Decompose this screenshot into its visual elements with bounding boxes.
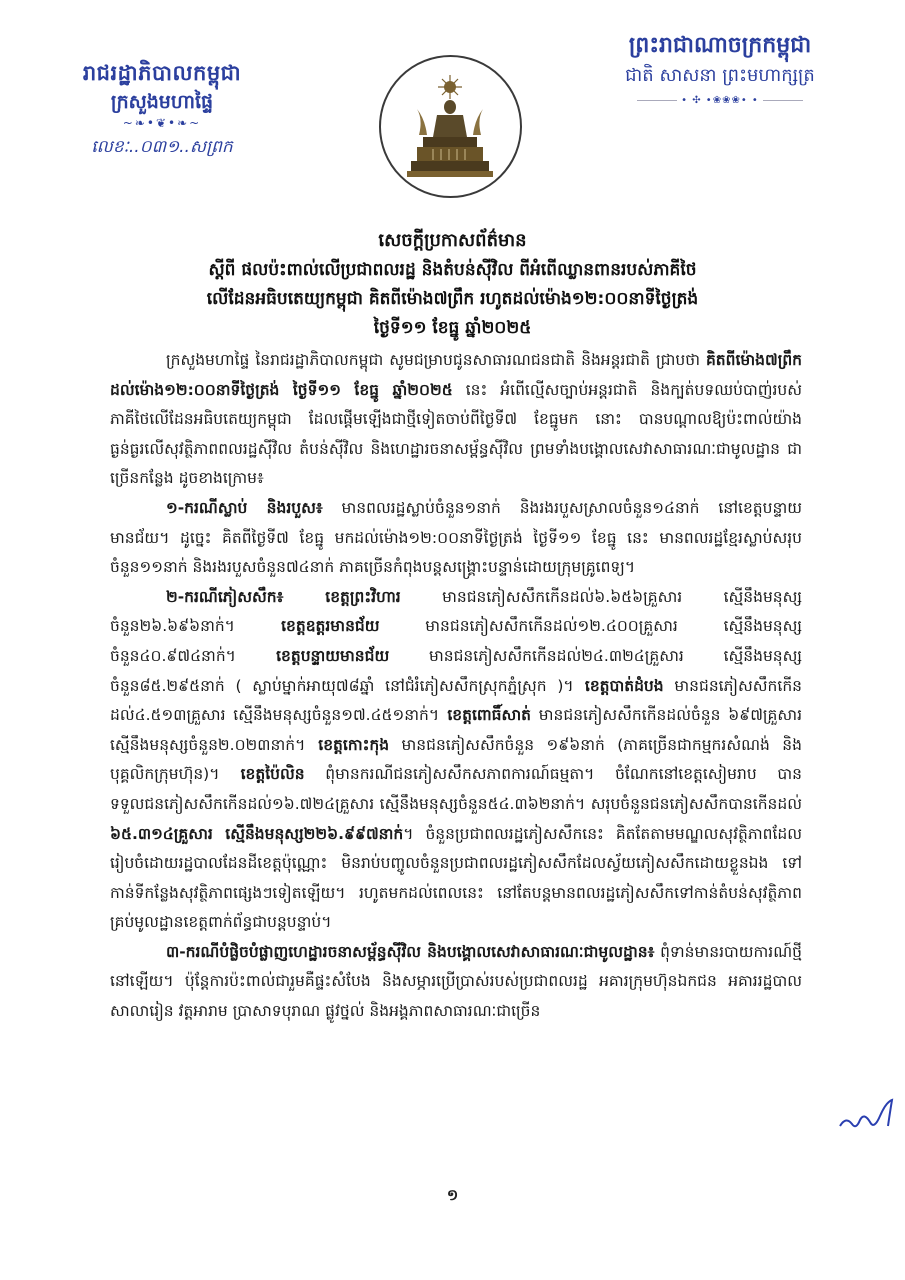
section-heading: ២-ករណីភៀសសឹក៖: [166, 587, 284, 606]
title-line-2: ស្តីពី ផលប៉ះពាល់លើប្រជាពលរដ្ឋ និងតំបន់ស៊ីវិល ពីអំពើឈ្លានពានរបស់ភាគីថៃ: [208, 260, 697, 280]
title-line-1: សេចក្តីប្រកាសព័ត៌មាន: [378, 230, 527, 251]
ornament-divider-icon: • ✣ •❀❀❀• •: [605, 94, 835, 108]
section-heading: ១-ករណីស្លាប់ និងរបួស៖: [166, 498, 323, 517]
page-number: ១: [446, 1186, 459, 1204]
ministry-name: ក្រសួងមហាផ្ទៃ: [110, 91, 214, 113]
ministry-header: [62, 58, 262, 160]
intro-paragraph: ក្រសួងមហាផ្ទៃ នៃរាជរដ្ឋាភិបាលកម្ពុជា សូមជម្រាបជូនសាធារណជនជាតិ និងអន្តរជាតិ ជ្រាបថា គិតពីម៉ោង៧ព្រឹក ដល់ម៉ោង១២:០០នាទីថ្ងៃត្រង់ ថ្ងៃទី១១ ខែធ្នូ ឆ្នាំ២០២៥ នេះ អំពើល្មើសច្បាប់អន្តរជាតិ និងក្បត់បទឈប់បាញ់របស់ភាគីថៃលើដែនអធិបតេយ្យកម្ពុជា ដែលផ្តើមឡើងជាថ្មីទៀតចាប់ពីថ្ងៃទី៧ ខែធ្នូមក នោះ បានបណ្តាលឱ្យប៉ះពាល់យ៉ាងធ្ងន់ធ្ងរលើសុវត្ថិភាពពលរដ្ឋស៊ីវិល តំបន់ស៊ីវិល និងហេដ្ឋារចនាសម្ព័ន្ធស៊ីវិល ព្រមទាំងបង្គោលសេវាសាធារណៈជាមូលដ្ឋាន ជាច្រើនកន្លែង ដូចខាងក្រោម៖: [110, 351, 802, 488]
royal-emblem-icon: [379, 55, 522, 198]
initials-signature-icon: [838, 1098, 898, 1128]
announcement-body: [110, 346, 802, 1027]
section-infrastructure: ៣-ករណីបំផ្លិចបំផ្លាញហេដ្ឋារចនាសម្ព័ន្ធស៊ីវិល និងបង្គោលសេវាសាធារណៈជាមូលដ្ឋាន៖ ពុំទាន់មានរបាយការណ៍ថ្មីនៅឡើយ។ ប៉ុន្តែការប៉ះពាល់ជារួមគឺផ្ទះសំបែង និងសម្ភារប្រើប្រាស់របស់ប្រជាពលរដ្ឋ អគារក្រុមហ៊ុនឯកជន អគាររដ្ឋបាល សាលារៀន វត្តអារាម ប្រាសាទបុរាណ ផ្លូវថ្នល់ និងអង្គភាពសាធារណៈជាច្រើន: [110, 942, 802, 1021]
section-heading: ៣-ករណីបំផ្លិចបំផ្លាញហេដ្ឋារចនាសម្ព័ន្ធស៊ីវិល និងបង្គោលសេវាសាធារណៈជាមូលដ្ឋាន៖: [166, 942, 655, 961]
announcement-title: [100, 226, 805, 343]
section-refugees: ២-ករណីភៀសសឹក៖ ខេត្តព្រះវិហារ មានជនភៀសសឹកកើនដល់៦.៦៥៦គ្រួសារ ស្មើនឹងមនុស្សចំនួន២៦.៦៩៦នាក់។ ខេត្តឧត្តរមានជ័យ មានជនភៀសសឹកកើនដល់១២.៤០០គ្រួសារ ស្មើនឹងមនុស្សចំនួន៤០.៩៧៤នាក់។ ខេត្តបន្ទាយមានជ័យ មានជនភៀសសឹកកើនដល់២៤.៣២៤គ្រួសារ ស្មើនឹងមនុស្សចំនួន៨៥.២៩៥នាក់ ( ស្លាប់ម្នាក់អាយុ៧៨ឆ្នាំ នៅជំរំភៀសសឹកស្រុកភ្នំស្រុក )។ ខេត្តបាត់ដំបង មានជនភៀសសឹកកើនដល់៤.៥១៣គ្រួសារ ស្មើនឹងមនុស្សចំនួន១៧.៤៥១នាក់។ ខេត្តពោធិ៍សាត់ មានជនភៀសសឹកកើនដល់ចំនួន ៦៩៧គ្រួសារ ស្មើនឹងមនុស្សចំនួន២.០២៣នាក់។ ខេត្តកោះកុង មានជនភៀសសឹកចំនួន ១៩៦នាក់ (ភាគច្រើនជាកម្មករសំណង់ និងបុគ្គលិកក្រុមហ៊ុន)។ ខេត្តប៉ៃលិន ពុំមានករណីជនភៀសសឹកសភាពការណ៍ធម្មតា។ ចំណែកនៅខេត្តសៀមរាប បានទទួលជនភៀសសឹកកើនដល់១៦.៧២៤គ្រួសារ ស្មើនឹងមនុស្សចំនួន៥៤.៣៦២នាក់។ សរុបចំនួនជនភៀសសឹកបានកើនដល់ ៦៥.៣១៤គ្រួសារ ស្មើនឹងមនុស្ស២២៦.៩៩៧នាក់។ ចំនួនប្រជាពលរដ្ឋភៀសសឹកនេះ គិតតែតាមមណ្ឌលសុវត្ថិភាពដែលរៀបចំដោយរដ្ឋបាលដែនដីខេត្តប៉ុណ្ណោះ មិនរាប់បញ្ចូលចំនួនប្រជាពលរដ្ឋភៀសសឹកដែលស្វ័យភៀសសឹកដោយខ្លួនឯង ទៅកាន់ទីកន្លែងសុវត្ថិភាពផ្សេងៗទៀតឡើយ។ រហូតមកដល់ពេលនេះ នៅតែបន្តមានពលរដ្ឋភៀសសឹកទៅកាន់តំបន់សុវត្ថិភាពគ្រប់មូលដ្ឋានខេត្តពាក់ព័ន្ធជាបន្តបន្ទាប់។: [110, 587, 803, 932]
national-motto: ជាតិ សាសនា ព្រះមហាក្សត្រ: [625, 65, 815, 86]
ornament-divider-icon: ~❧•❦•❧~: [122, 116, 202, 130]
reference-number: លេខៈ..០៣១..សព្រក: [91, 137, 233, 157]
section-casualties: ១-ករណីស្លាប់ និងរបួស៖ មានពលរដ្ឋស្លាប់ចំនួន១នាក់ និងរងរបួសស្រាលចំនួន១៤នាក់ នៅខេត្តបន្ទាយមានជ័យ។ ដូច្នេះ គិតពីថ្ងៃទី៧ ខែធ្នូ មកដល់ម៉ោង១២:០០នាទីថ្ងៃត្រង់ ថ្ងៃទី១១ ខែធ្នូ នេះ មានពលរដ្ឋខ្មែរស្លាប់សរុបចំនួន១១នាក់ និងរងរបួសចំនួន៧៤នាក់ ភាគច្រើនកំពុងបន្តសង្គ្រោះបន្ទាន់ដោយក្រុមគ្រូពេទ្យ។: [110, 498, 802, 577]
kingdom-name: ព្រះរាជាណាចក្រកម្ពុជា: [628, 33, 812, 58]
kingdom-header: [605, 30, 835, 108]
title-line-3: លើដែនអធិបតេយ្យកម្ពុជា គិតពីម៉ោង៧ព្រឹក រហូតដល់ម៉ោង១២:០០នាទីថ្ងៃត្រង់: [206, 289, 699, 309]
title-line-4: ថ្ងៃទី១១ ខែធ្នូ ឆ្នាំ២០២៥: [373, 318, 532, 338]
government-name: រាជរដ្ឋាភិបាលកម្ពុជា: [82, 61, 242, 85]
